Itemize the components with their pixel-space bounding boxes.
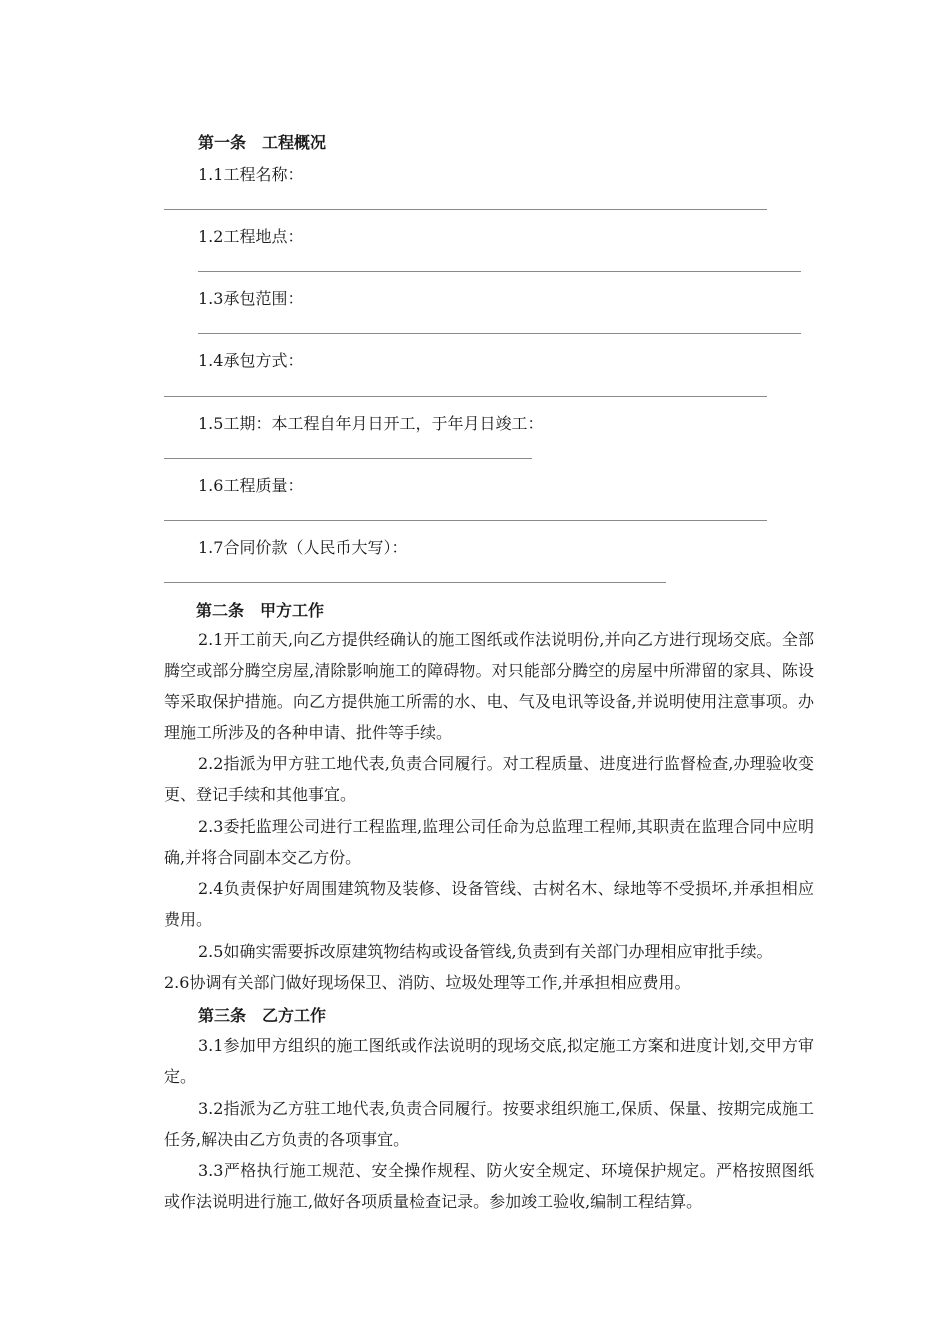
quality-blank bbox=[164, 520, 767, 521]
contract-scope-label: 1.3承包范围： bbox=[198, 289, 304, 308]
schedule-blank bbox=[164, 458, 532, 459]
project-name-blank bbox=[164, 209, 767, 210]
article-3-heading: 第三条 乙方工作 bbox=[198, 1006, 327, 1025]
article-1-heading: 第一条 工程概况 bbox=[198, 133, 327, 152]
contract-method-label: 1.4承包方式： bbox=[198, 351, 304, 370]
article-2-heading: 第二条 甲方工作 bbox=[196, 601, 325, 620]
contract-price-label: 1.7合同价款（人民币大写）： bbox=[198, 538, 408, 557]
schedule-label: 1.5工期：本工程自年月日开工，于年月日竣工： bbox=[198, 414, 544, 433]
clause-2-6: 2.6协调有关部门做好现场保卫、消防、垃圾处理等工作,并承担相应费用。 bbox=[164, 973, 691, 992]
contract-price-blank bbox=[164, 582, 666, 583]
clause-2-4: 2.4负责保护好周围建筑物及装修、设备管线、古树名木、绿地等不受损坏,并承担相应费用。 bbox=[164, 879, 814, 929]
clause-3-3: 3.3严格执行施工规范、安全操作规程、防火安全规定、环境保护规定。严格按照图纸或作法说明进行施工,做好各项质量检查记录。参加竣工验收,编制工程结算。 bbox=[164, 1161, 814, 1211]
clause-2-5: 2.5如确实需要拆改原建筑物结构或设备管线,负责到有关部门办理相应审批手续。 bbox=[198, 942, 773, 961]
project-location-blank bbox=[198, 271, 801, 272]
clause-3-2: 3.2指派为乙方驻工地代表,负责合同履行。按要求组织施工,保质、保量、按期完成施工任务,解决由乙方负责的各项事宜。 bbox=[164, 1099, 814, 1149]
contract-scope-blank bbox=[198, 333, 801, 334]
clause-2-3: 2.3委托监理公司进行工程监理,监理公司任命为总监理工程师,其职责在监理合同中应明确,并将合同副本交乙方份。 bbox=[164, 817, 814, 867]
quality-label: 1.6工程质量： bbox=[198, 476, 304, 495]
project-name-label: 1.1工程名称： bbox=[198, 165, 304, 184]
contract-method-blank bbox=[164, 396, 767, 397]
clause-2-2: 2.2指派为甲方驻工地代表,负责合同履行。对工程质量、进度进行监督检查,办理验收变更、登记手续和其他事宜。 bbox=[164, 754, 814, 804]
project-location-label: 1.2工程地点： bbox=[198, 227, 304, 246]
clause-2-1: 2.1开工前天,向乙方提供经确认的施工图纸或作法说明份,并向乙方进行现场交底。全部腾空或部分腾空房屋,清除影响施工的障碍物。对只能部分腾空的房屋中所滞留的家具、陈设等采取保护措施。向乙方提供施工所需的水、电、气及电讯等设备,并说明使用注意事项。办理施工所涉及的各种申请、批件等手续。 bbox=[164, 630, 814, 742]
clause-3-1: 3.1参加甲方组织的施工图纸或作法说明的现场交底,拟定施工方案和进度计划,交甲方审定。 bbox=[164, 1036, 814, 1086]
